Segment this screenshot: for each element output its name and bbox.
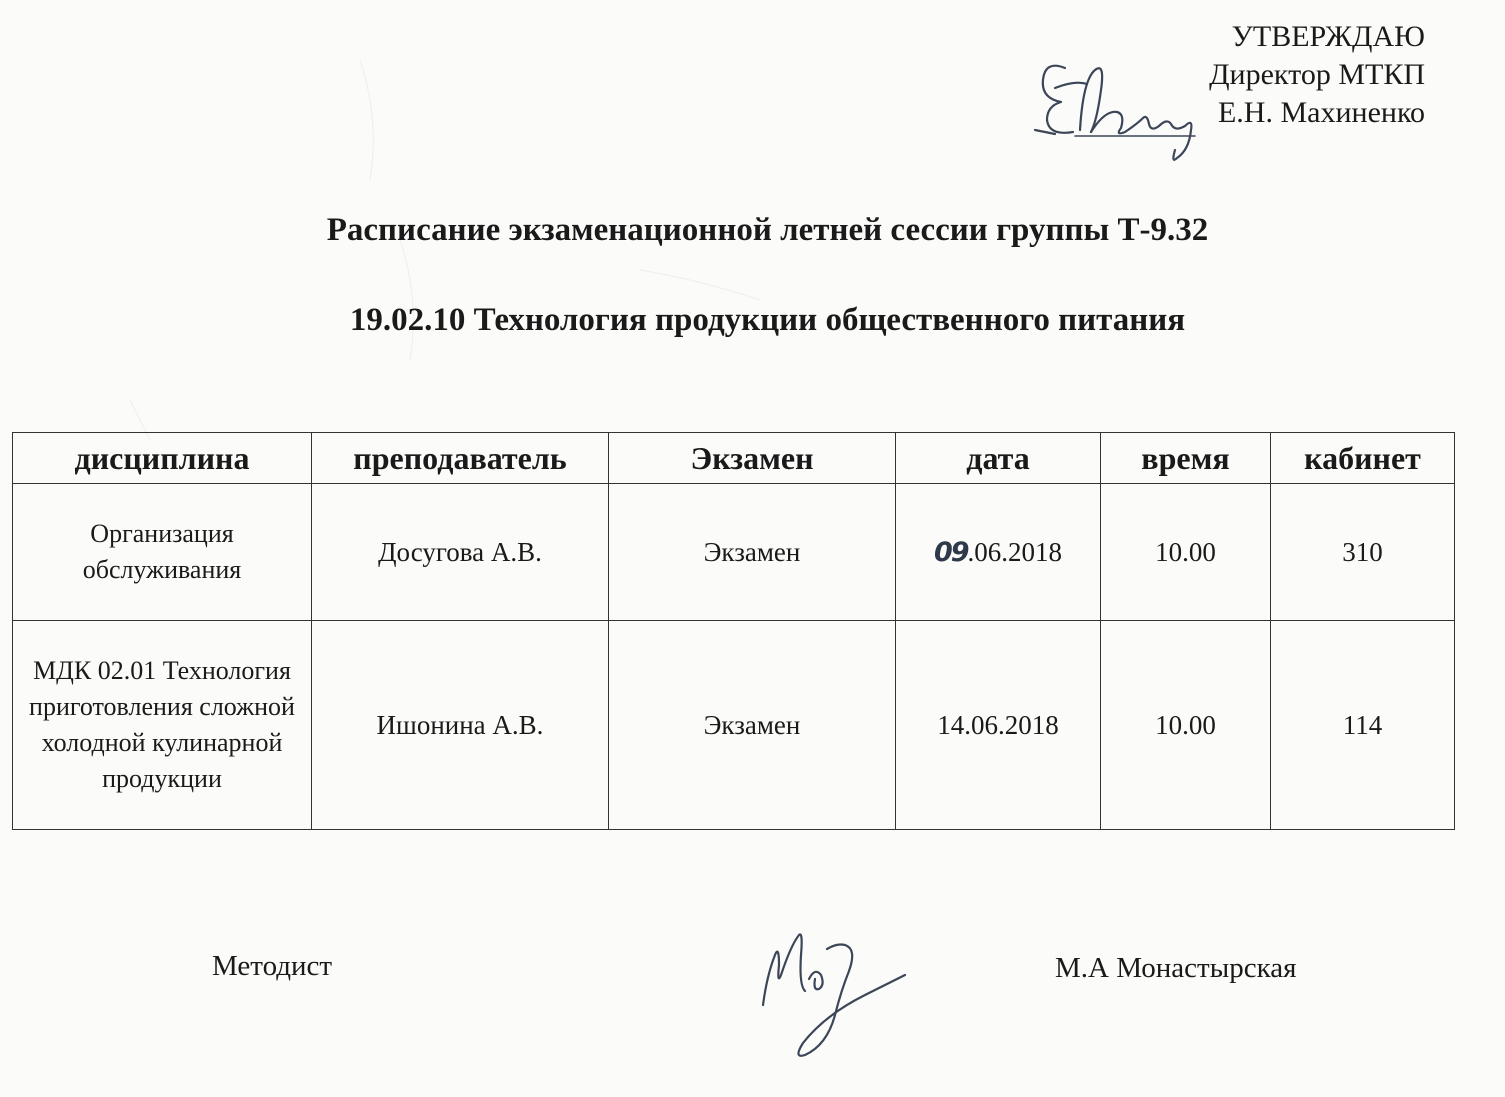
header-date: дата xyxy=(896,433,1101,484)
methodist-name: М.А Монастырская xyxy=(1055,952,1297,984)
cell-exam: Экзамен xyxy=(609,484,896,621)
cell-exam: Экзамен xyxy=(609,621,896,830)
director-signature-icon xyxy=(1025,40,1225,170)
cell-date: 14.06.2018 xyxy=(896,621,1101,830)
approval-block xyxy=(1209,18,1425,132)
cell-time: 10.00 xyxy=(1101,484,1271,621)
cell-discipline: МДК 02.01 Технология приготовления сложной холодной кулинарной продукции xyxy=(13,621,312,830)
cell-room: 114 xyxy=(1271,621,1455,830)
date-printed-rest: .06.2018 xyxy=(967,536,1063,567)
approval-position: Директор МТКП xyxy=(1209,58,1425,91)
table-header-row xyxy=(13,433,1455,484)
page-title: Расписание экзаменационной летней сессии группы Т-9.32 xyxy=(326,212,1209,248)
header-time: время xyxy=(1101,433,1271,484)
table-row xyxy=(13,621,1455,830)
approval-name: Е.Н. Махиненко xyxy=(1217,96,1425,129)
header-discipline: дисциплина xyxy=(13,433,312,484)
cell-discipline: Организация обслуживания xyxy=(13,484,312,621)
methodist-signature-icon xyxy=(745,915,925,1075)
approval-heading: УТВЕРЖДАЮ xyxy=(1231,20,1425,53)
cell-teacher: Досугова А.В. xyxy=(312,484,609,621)
cell-teacher: Ишонина А.В. xyxy=(312,621,609,830)
cell-room: 310 xyxy=(1271,484,1455,621)
header-teacher: преподаватель xyxy=(312,433,609,484)
cell-time: 10.00 xyxy=(1101,621,1271,830)
methodist-label: Методист xyxy=(212,950,333,982)
header-room: кабинет xyxy=(1271,433,1455,484)
schedule-table xyxy=(12,432,1455,830)
page-subtitle: 19.02.10 Технология продукции общественного питания xyxy=(349,302,1186,338)
table-row xyxy=(13,484,1455,621)
cell-date xyxy=(896,484,1101,621)
date-handwritten-day: 09 xyxy=(933,536,968,568)
header-exam: Экзамен xyxy=(609,433,896,484)
